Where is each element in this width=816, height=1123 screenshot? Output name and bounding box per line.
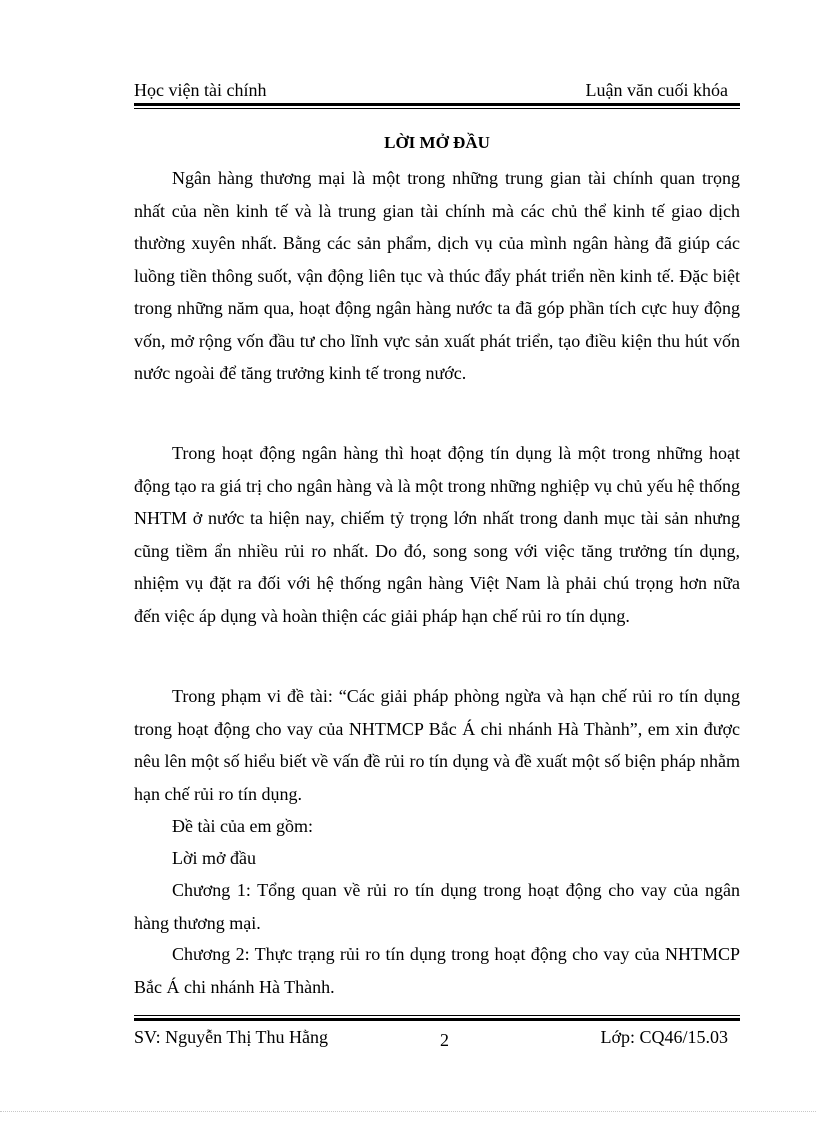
paragraph-chapter-1: Chương 1: Tổng quan về rủi ro tín dụng trong hoạt động cho vay của ngân hàng thương mại. <box>134 880 740 933</box>
paragraph-intro: Ngân hàng thương mại là một trong những trung gian tài chính quan trọng nhất của nền kinh tế và là trung gian tài chính mà các chủ thể kinh tế giao dịch thường xuyên nhất. Bằng các sản phẩm, dịch vụ của mình ngân hàng đã giúp các luồng tiền thông suốt, vận động liên tục và thúc đẩy phát triển nền kinh tế. Đặc biệt trong những năm qua, hoạt động ngân hàng nước ta đã góp phần tích cực huy động vốn, mở rộng vốn đầu tư cho lĩnh vực sản xuất phát triển, tạo điều kiện thu hút vốn nước ngoài để tăng trưởng kinh tế trong nước. <box>134 168 740 383</box>
footer-rule-thick <box>134 1018 740 1021</box>
page-footer <box>134 1024 740 1050</box>
paragraph-intro-item: Lời mở đầu <box>172 848 257 868</box>
footer-class-code: Lớp: CQ46/15.03 <box>600 1027 728 1047</box>
paragraph-credit-activity: Trong hoạt động ngân hàng thì hoạt động tín dụng là một trong những hoạt động tạo ra giá trị cho ngân hàng và là một trong những nghiệp vụ chủ yếu hệ thống NHTM ở nước ta hiện nay, chiếm tỷ trọng lớn nhất trong danh mục tài sản nhưng cũng tiềm ẩn nhiều rủi ro nhất. Do đó, song song với việc tăng trưởng tín dụng, nhiệm vụ đặt ra đối với hệ thống ngân hàng Việt Nam là phải chú trọng hơn nữa đến việc áp dụng và hoàn thiện các giải pháp hạn chế rủi ro tín dụng. <box>134 443 740 626</box>
paragraph-chapter-2: Chương 2: Thực trạng rủi ro tín dụng trong hoạt động cho vay của NHTMCP Bắc Á chi nhánh Hà Thành. <box>134 944 740 997</box>
paragraph-scope: Trong phạm vi đề tài: “Các giải pháp phòng ngừa và hạn chế rủi ro tín dụng trong hoạt động cho vay của NHTMCP Bắc Á chi nhánh Hà Thành”, em xin được nêu lên một số hiểu biết về vấn đề rủi ro tín dụng và đề xuất một số biện pháp nhằm hạn chế rủi ro tín dụng. <box>134 686 740 804</box>
header-document-type: Luận văn cuối khóa <box>585 80 728 100</box>
footer-page-number: 2 <box>440 1030 449 1050</box>
header-rule-thin <box>134 108 740 109</box>
header-rule-thick <box>134 103 740 106</box>
paragraph-structure-heading: Đề tài của em gồm: <box>172 816 313 836</box>
page-header <box>134 78 740 102</box>
page-title: LỜI MỞ ĐẦU <box>384 133 490 152</box>
footer-rule-thin <box>134 1015 740 1016</box>
page-edge-divider <box>0 1111 816 1112</box>
footer-student-name: SV: Nguyễn Thị Thu Hằng <box>134 1027 328 1047</box>
header-institution: Học viện tài chính <box>134 80 267 100</box>
